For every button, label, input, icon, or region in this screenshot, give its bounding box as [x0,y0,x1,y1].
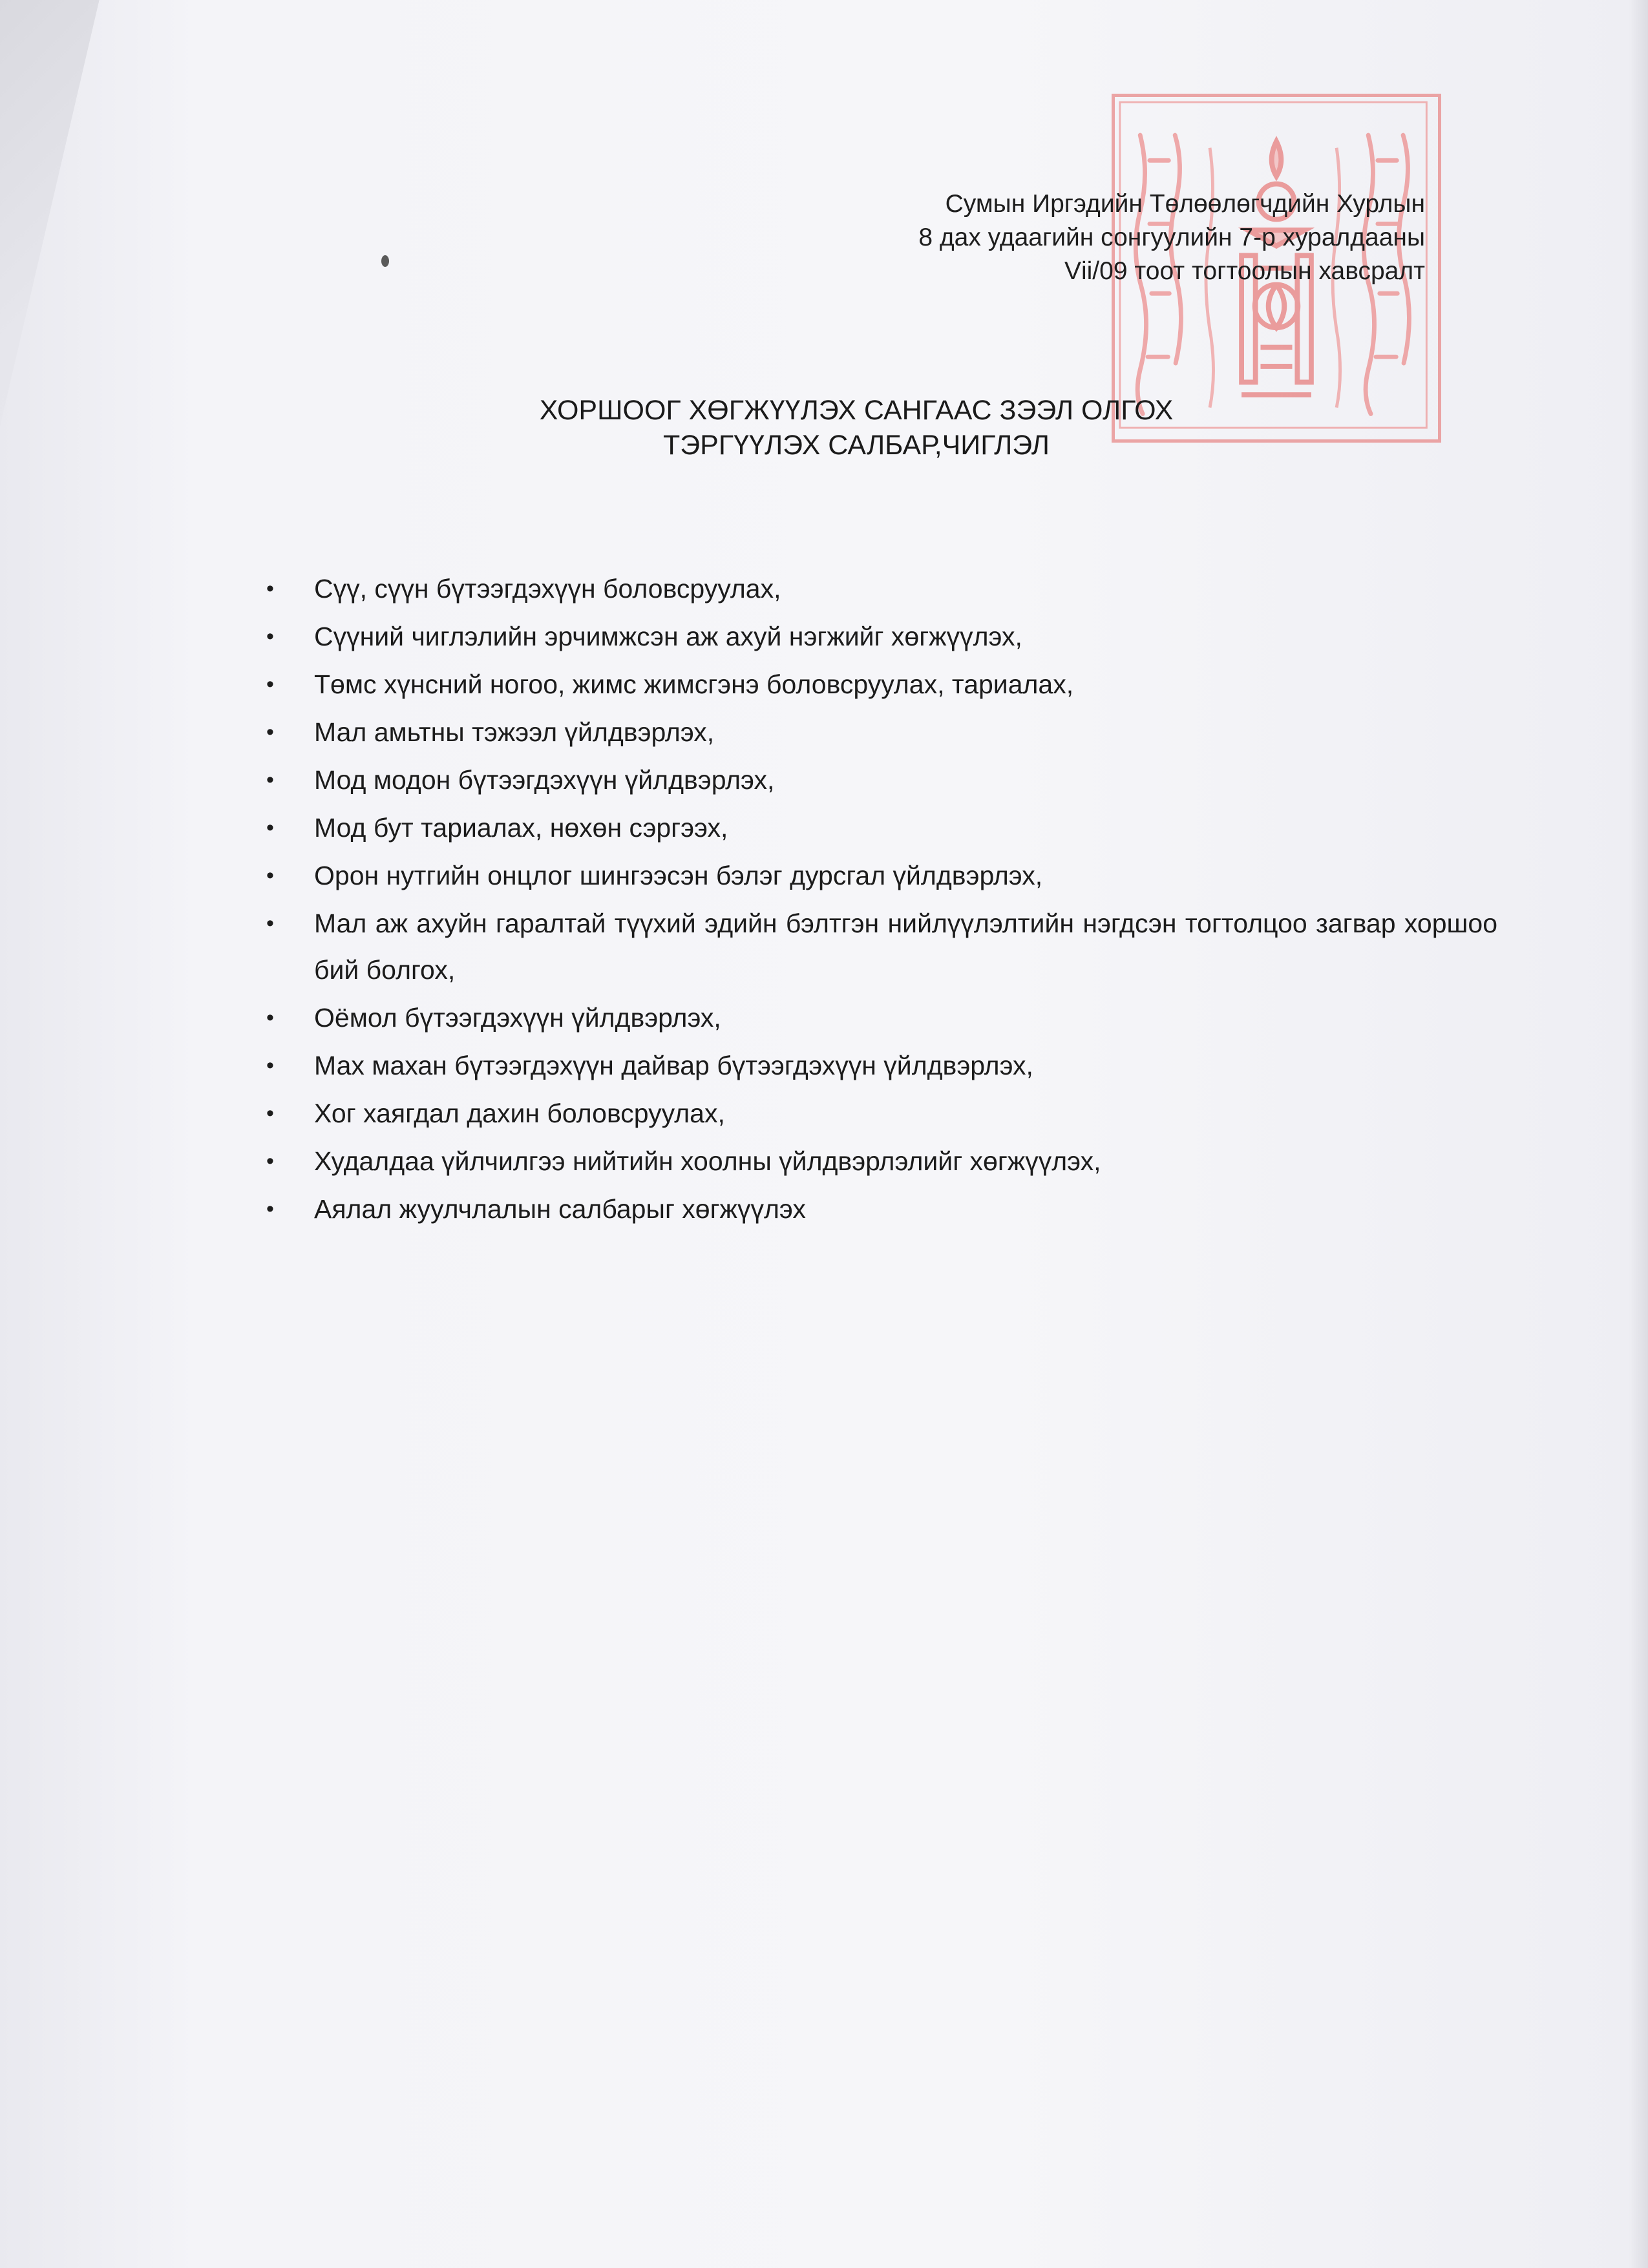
header-line-2: 8 дах удаагийн сонгуулийн 7-р хуралдааны [918,224,1425,251]
list-item: • Төмс хүнсний ногоо, жимс жимсгэнэ боловсруулах, тариалах, [266,661,1497,708]
bullet-icon: • [266,624,274,649]
list-item: • Хог хаягдал дахин боловсруулах, [266,1090,1497,1137]
title-line-2: ТЭРГҮҮЛЭХ САЛБАР,ЧИГЛЭЛ [662,430,1050,461]
bullet-icon: • [266,1053,274,1078]
bullet-icon: • [266,1149,274,1173]
header-line-1: Сумын Иргэдийн Төлөөлөгчдийн Хурлын [945,190,1425,218]
title-line-1: ХОРШООГ ХӨГЖҮҮЛЭХ САНГААС ЗЭЭЛ ОЛГОХ [539,395,1174,426]
document-title [0,393,1648,463]
header-line-3: Vіі/09 тоот тогтоолын хавсралт [1064,257,1425,285]
list-item: • Худалдаа үйлчилгээ нийтийн хоолны үйлдвэрлэлийг хөгжүүлэх, [266,1138,1497,1184]
bullet-icon: • [266,1197,274,1221]
bullet-icon: • [266,1005,274,1030]
bullet-icon: • [266,863,274,888]
list-item: • Мал аж ахуйн гаралтай түүхий эдийн бэлтгэн нийлүүлэлтийн нэгдсэн тогтолцоо загвар хоршоо бий болгох, [266,900,1497,993]
list-item: • Мод бут тариалах, нөхөн сэргээх, [266,804,1497,851]
paper-right-edge [1629,0,1648,2268]
list-item: • Мах махан бүтээгдэхүүн дайвар бүтээгдэхүүн үйлдвэрлэх, [266,1042,1497,1089]
bullet-icon: • [266,815,274,840]
bullet-icon: • [266,768,274,792]
list-item: • Сүүний чиглэлийн эрчимжсэн аж ахуй нэгжийг хөгжүүлэх, [266,613,1497,660]
list-item: • Сүү, сүүн бүтээгдэхүүн боловсруулах, [266,565,1497,612]
priority-sectors-list [266,565,1497,1234]
list-item: • Оёмол бүтээгдэхүүн үйлдвэрлэх, [266,994,1497,1041]
bullet-icon: • [266,911,274,936]
bullet-icon: • [266,1101,274,1126]
bullet-icon: • [266,672,274,697]
scan-speck [381,255,389,267]
list-item: • Аялал жуулчлалын салбарыг хөгжүүлэх [266,1186,1497,1232]
bullet-icon: • [266,576,274,601]
list-item: • Орон нутгийн онцлог шингээсэн бэлэг дурсгал үйлдвэрлэх, [266,852,1497,899]
bullet-icon: • [266,720,274,744]
attachment-header [918,187,1425,288]
list-item: • Мод модон бүтээгдэхүүн үйлдвэрлэх, [266,757,1497,803]
list-item: • Мал амьтны тэжээл үйлдвэрлэх, [266,709,1497,755]
